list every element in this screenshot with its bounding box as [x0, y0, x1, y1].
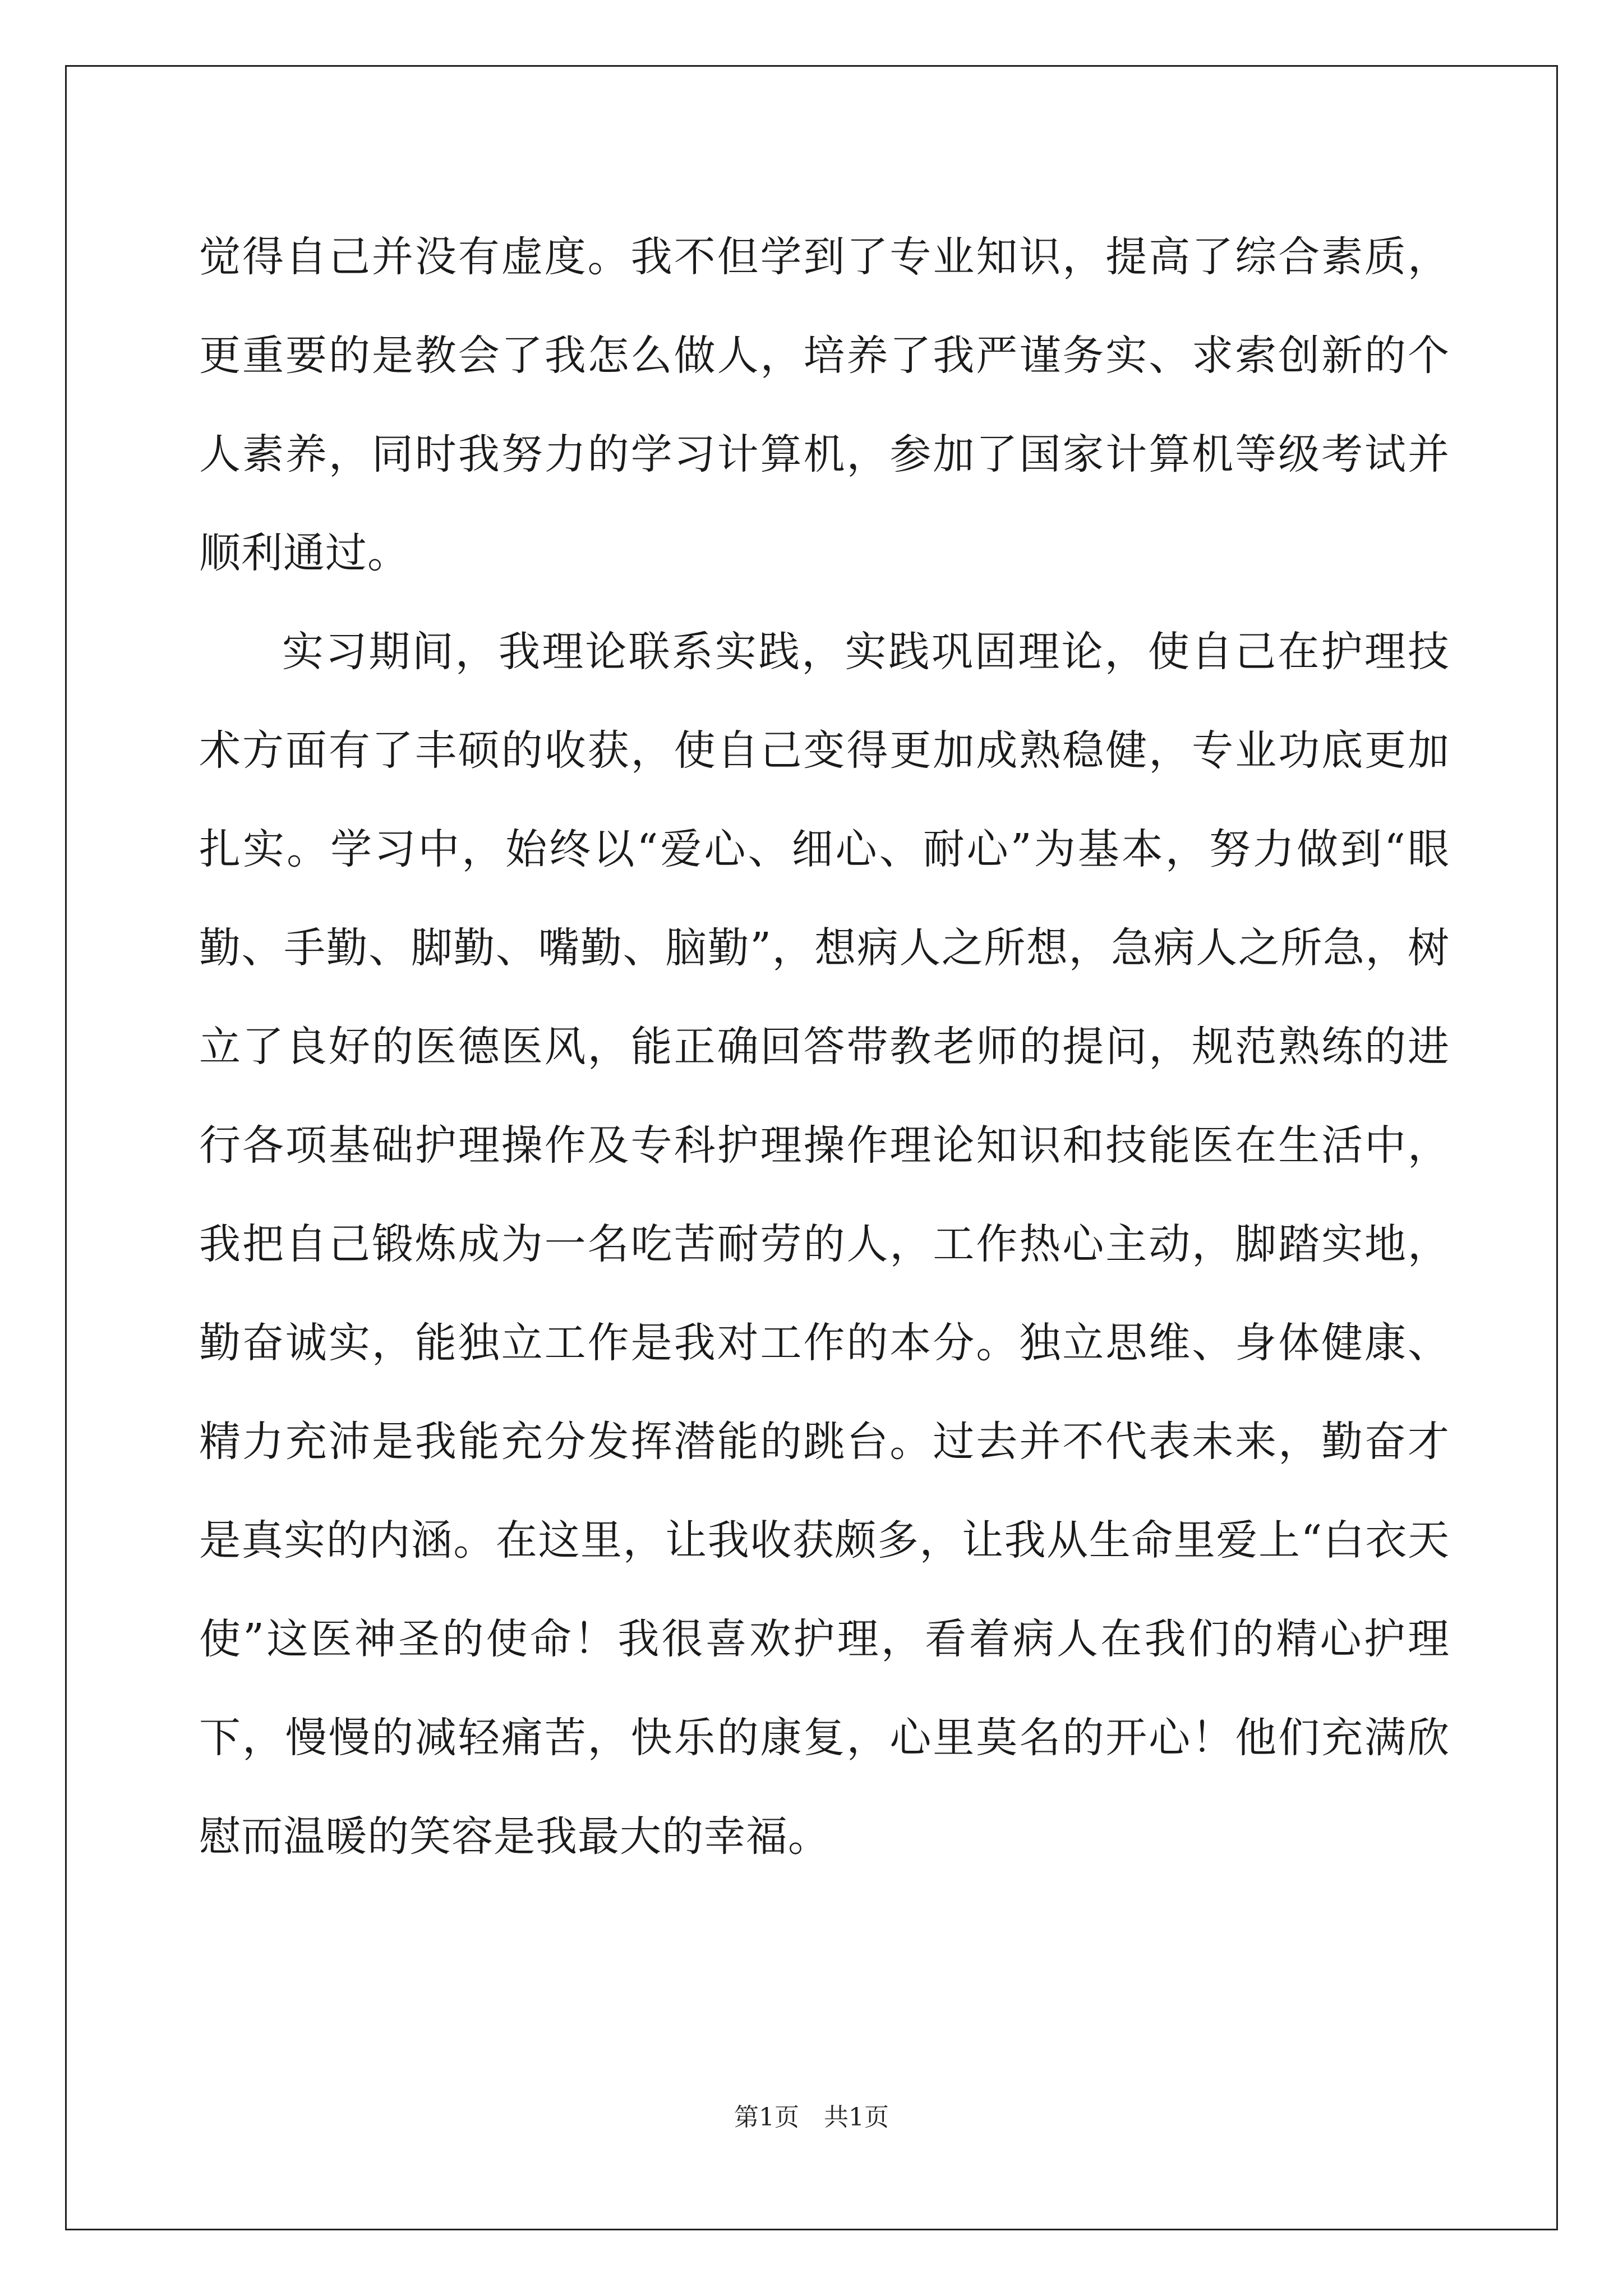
page-number: 第1页 [734, 2103, 799, 2132]
document-body [199, 208, 1450, 1886]
paragraph-internship: 实习期间，我理论联系实践，实践巩固理论，使自己在护理技术方面有了丰硕的收获，使自己变得更加成熟稳健，专业功底更加扎实。学习中，始终以“爱心、细心、耐心”为基本，努力做到“眼勤、手勤、脚勤、嘴勤、脑勤”，想病人之所想，急病人之所急，树立了良好的医德医风，能正确回答带教老师的提问，规范熟练的进行各项基础护理操作及专科护理操作理论知识和技能医在生活中，我把自己锻炼成为一名吃苦耐劳的人，工作热心主动，脚踏实地，勤奋诚实，能独立工作是我对工作的本分。独立思维、身体健康、精力充沛是我能充分发挥潜能的跳台。过去并不代表未来，勤奋才是真实的内涵。在这里，让我收获颇多，让我从生命里爱上“白衣天使”这医神圣的使命！我很喜欢护理，看着病人在我们的精心护理下，慢慢的减轻痛苦，快乐的康复，心里莫名的开心！他们充满欣慰而温暖的笑容是我最大的幸福。 [199, 628, 1450, 1861]
paragraph-continued: 觉得自己并没有虚度。我不但学到了专业知识，提高了综合素质，更重要的是教会了我怎么做人，培养了我严谨务实、求索创新的个人素养，同时我努力的学习计算机，参加了国家计算机等级考试并顺利通过。 [199, 233, 1450, 577]
page-total: 共1页 [824, 2103, 889, 2132]
page-footer [0, 2097, 1623, 2133]
